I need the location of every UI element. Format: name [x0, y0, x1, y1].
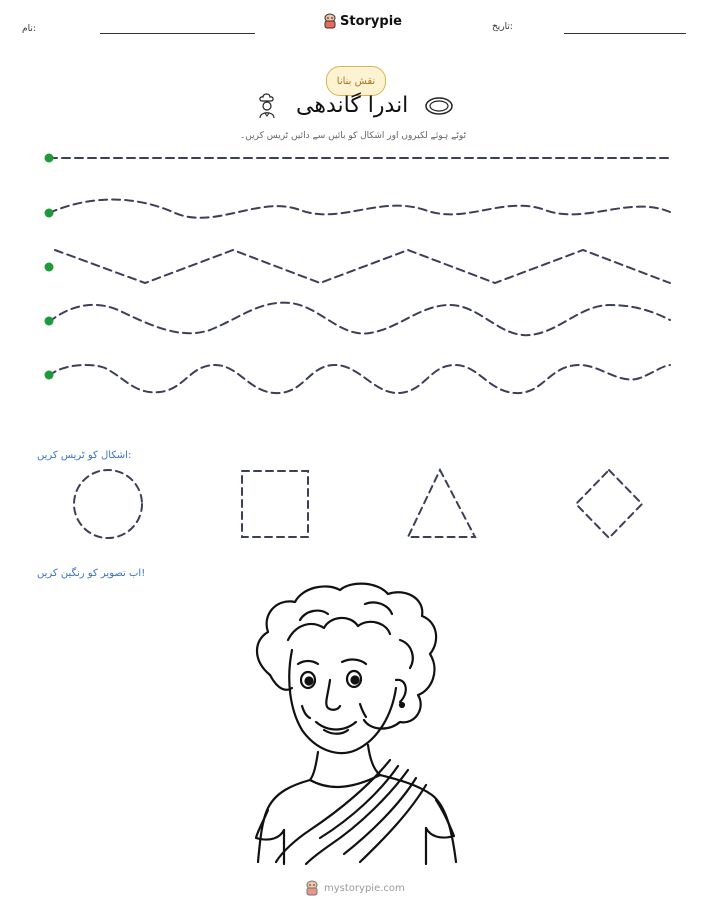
trace-circle [74, 470, 142, 538]
start-dot-1 [45, 154, 54, 163]
date-label: تاریخ: [492, 22, 513, 32]
start-dot-5 [45, 371, 54, 380]
trace-line-wave-2 [49, 303, 670, 336]
instructions: ٹوٹے ہوئے لکیروں اور اشکال کو بائیں سے دائیں ٹریس کریں۔ [240, 131, 467, 141]
coloring-label: اب تصویر کو رنگین کریں! [37, 568, 146, 579]
trace-line-zigzag [55, 250, 670, 283]
activity-badge: نقش بنانا [326, 66, 386, 96]
face [289, 650, 396, 753]
indira-gandhi-coloring-image [240, 580, 470, 865]
trace-line-scallop [49, 365, 670, 393]
page-title: اندرا گاندھی [296, 93, 409, 118]
start-dot-2 [45, 209, 54, 218]
name-label: نام: [22, 24, 36, 34]
mouth [316, 722, 356, 730]
trace-diamond [576, 470, 642, 538]
footer [305, 880, 405, 896]
footer-url[interactable]: mystorypie.com [324, 882, 405, 894]
trace-line-wave-1 [49, 200, 670, 218]
start-dot-4 [45, 317, 54, 326]
hair [257, 584, 436, 729]
trace-square [242, 471, 308, 537]
shape-tracing [0, 460, 709, 550]
trace-triangle [408, 470, 475, 537]
shapes-label: اشکال کو ٹریس کریں: [37, 450, 132, 461]
brand-name: Storypie [340, 13, 402, 29]
storypie-logo-icon [305, 880, 319, 896]
start-dot-3 [45, 263, 54, 272]
